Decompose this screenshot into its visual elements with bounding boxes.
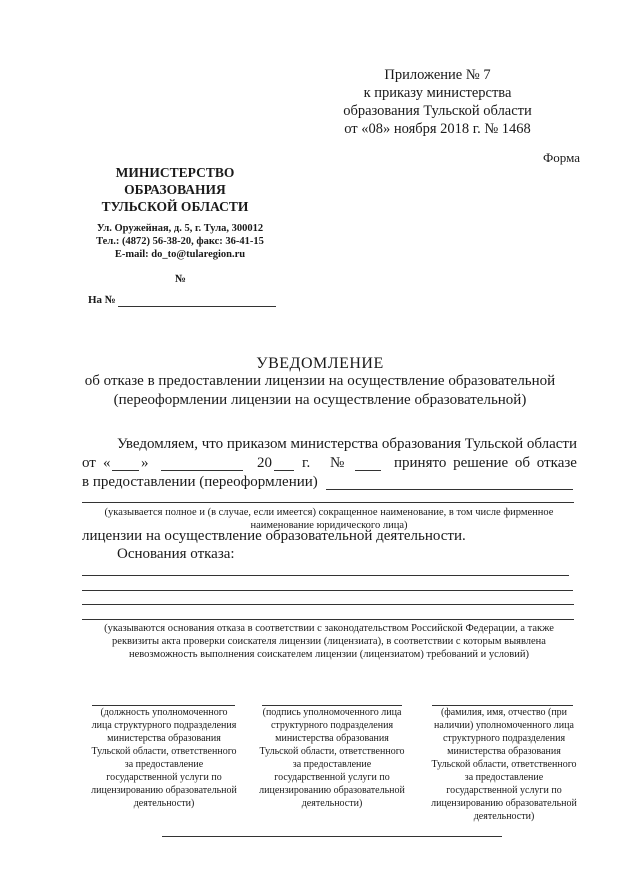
ministry-name-line: ОБРАЗОВАНИЯ [124,182,226,197]
ministry-address: Ул. Оружейная, д. 5, г. Тула, 300012 [96,223,264,234]
ministry-name [90,164,260,215]
reasons-field-line[interactable] [82,575,569,576]
reasons-field-line[interactable] [82,604,574,605]
reasons-field-line[interactable] [82,590,573,591]
day-field[interactable] [112,470,139,471]
signature-caption [248,706,416,810]
note-line: наименование юридического лица) [250,520,408,531]
caption-line: структурного подразделения [270,720,394,731]
caption-line: структурного подразделения [442,733,566,744]
form-label: Форма [543,150,580,165]
reasons-field-line[interactable] [82,619,574,620]
note-line: (указывается полное и (в случае, если имеется) сокращенное наименование, в том числе фирменное [104,507,554,518]
caption-line: (подпись уполномоченного лица [262,707,402,718]
appendix-line: к приказу министерства [363,85,512,101]
caption-line: министерства образования [275,733,389,744]
subtitle-line: об отказе в предоставлении лицензии на осуществление образовательной [84,373,556,389]
caption-line: Тульской области, ответственного [91,746,237,757]
caption-line: (должность уполномоченного [100,707,228,718]
fullname-caption [418,706,590,823]
ministry-email: E-mail: do_to@tularegion.ru [114,249,246,260]
note-line: реквизиты акта проверки соискателя лицензии (лицензиата), в соответствии с которым выявлена [112,636,546,647]
year-suffix: г. [302,455,311,471]
quote-open: « [103,455,111,471]
organization-field-inline[interactable] [326,489,573,490]
note-line: невозможность выполнения соискателем лицензии (лицензиатом) требований и условий) [129,649,529,660]
month-field[interactable] [161,470,243,471]
subtitle-line: (переоформлении лицензии на осуществление образовательной) [113,392,527,408]
caption-line: лицензированию образовательной [259,785,405,796]
ministry-name-line: ТУЛЬСКОЙ ОБЛАСТИ [101,199,249,214]
order-number-field[interactable] [355,470,381,471]
quote-close: » [141,455,149,471]
ministry-phone: Тел.: (4872) 56-38-20, факс: 36-41-15 [96,236,264,247]
organization-field[interactable] [82,502,574,503]
caption-line: государственной услуги по [446,785,562,796]
caption-line: деятельности) [473,811,535,822]
decision-text: принято решение об отказе [394,455,577,471]
caption-line: государственной услуги по [274,772,390,783]
reasons-label: Основания отказа: [117,546,235,562]
document-subtitle [0,372,640,410]
year-field[interactable] [274,470,294,471]
license-text: лицензии на осуществление образовательной деятельности. [82,528,466,544]
caption-line: лицензированию образовательной [431,798,577,809]
caption-line: (фамилия, имя, отчество (при [440,707,568,718]
date-from-label: от [82,455,96,471]
caption-line: министерства образования [107,733,221,744]
caption-line: наличии) уполномоченного лица [434,720,574,731]
reply-number-label: На № [88,294,116,306]
appendix-block [330,66,545,138]
caption-line: министерства образования [447,746,561,757]
ministry-contacts [75,222,285,261]
caption-line: за предоставление [464,772,544,783]
caption-line: Тульской области, ответственного [431,759,577,770]
paragraph-intro: Уведомляем, что приказом министерства образования Тульской области [117,436,577,452]
refusal-type-text: в предоставлении (переоформлении) [82,474,318,490]
position-caption [80,706,248,810]
caption-line: лица структурного подразделения [91,720,237,731]
caption-line: деятельности) [301,798,363,809]
reasons-field-note [80,622,578,661]
caption-line: за предоставление [292,759,372,770]
appendix-line: Приложение № 7 [384,67,491,83]
caption-line: лицензированию образовательной [91,785,237,796]
reply-number-field[interactable] [118,306,276,307]
ministry-name-line: МИНИСТЕРСТВО [115,165,235,180]
caption-line: за предоставление [124,759,204,770]
order-number-label: № [330,455,345,471]
caption-line: Тульской области, ответственного [259,746,405,757]
caption-line: деятельности) [133,798,195,809]
bottom-divider [162,836,502,837]
year-prefix: 20 [257,455,272,471]
note-line: (указываются основания отказа в соответствии с законодательством Российской Федерации, а также [104,623,554,634]
caption-line: государственной услуги по [106,772,222,783]
outgoing-number-label: № [175,273,187,285]
appendix-line: образования Тульской области [343,103,532,119]
appendix-line: от «08» ноября 2018 г. № 1468 [344,121,531,137]
document-title: УВЕДОМЛЕНИЕ [256,355,384,372]
